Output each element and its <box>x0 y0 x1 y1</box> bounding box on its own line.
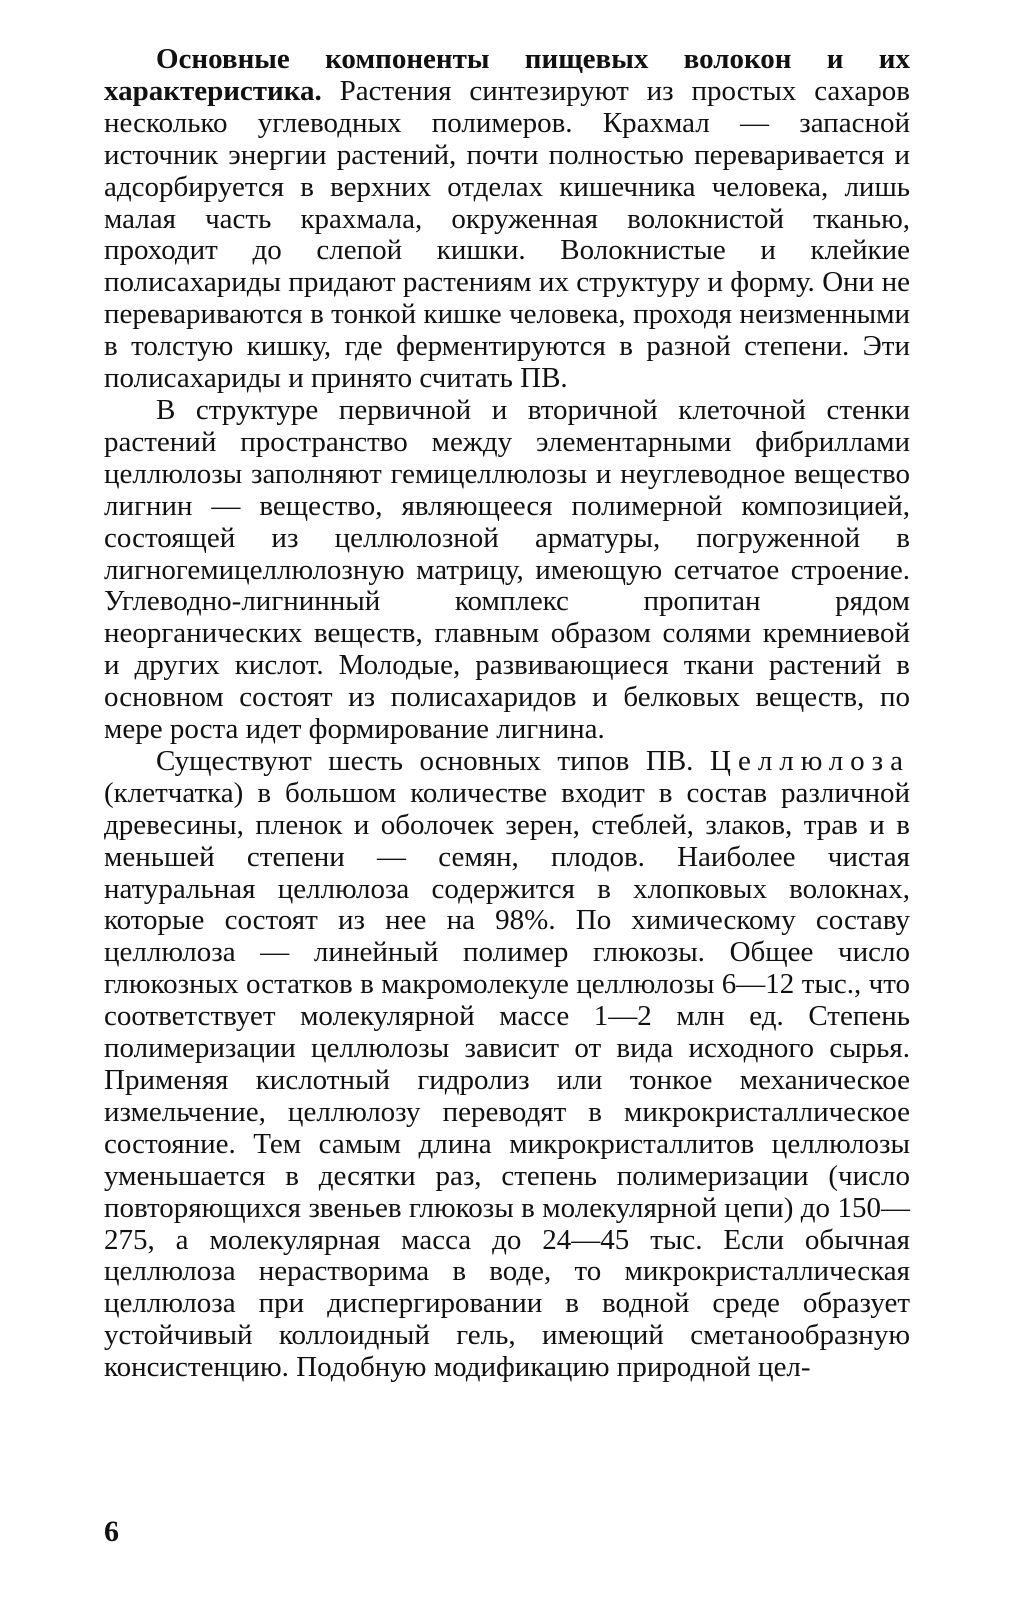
paragraph-text: Растения синтезируют из простых сахаров несколько углеводных полимеров. Крахмал — запасной источник энергии растений, почти полностью переваривается и адсорбируется в верхних отделах кишечника человека, лишь малая часть крахмала, окруженная волокнистой тканью, проходит до слепой кишки. Волокнистые и клейкие полисахариды придают растениям их структуру и форму. Они не перевариваются в тонкой кишке человека, проходя неизменными в толстую кишку, где ферментируются в разной степени. Эти полисахариды и принято считать ПВ. <box>104 74 910 395</box>
term-cellulose: Целлюлоза <box>710 744 910 777</box>
paragraph-text-after: (клетчатка) в большом количестве входит в состав различной древесины, пленок и оболочек зерен, стеблей, злаков, трав и в меньшей степени — семян, плодов. Наиболее чистая натуральная целлюлоза содержится в хлопковых волокнах, которые состоят из нее на 98%. По химическому составу целлюлоза — линейный полимер глюкозы. Общее число глюкозных остатков в макромолекуле целлюлозы 6—12 тыс., что соответствует молекулярной массе 1—2 млн ед. Степень полимеризации целлюлозы зависит от вида исходного сырья. Применяя кислотный гидролиз или тонкое механическое измельчение, целлюлозу переводят в микрокристаллическое состояние. Тем самым длина микрокристаллитов целлюлозы уменьшается в десятки раз, степень полимеризации (число повторяющихся звеньев глюкозы в молекулярной цепи) до 150—275, а молекулярная масса до 24—45 тыс. Если обычная целлюлоза нерастворима в воде, то микрокристаллическая целлюлоза при диспергировании в водной среде образует устойчивый коллоидный гель, имеющий сметанообразную консистенцию. Подобную модификацию природной цел- <box>104 776 910 1384</box>
page-number: 6 <box>104 1515 119 1548</box>
paragraph-text-before: Существуют шесть основных типов ПВ. <box>156 744 710 777</box>
paragraph-text: В структуре первичной и вторичной клеточной стенки растений пространство между элементарными фибриллами целлюлозы заполняют гемицеллюлозы и неуглеводное вещество лигнин — вещество, являющееся полимерной композицией, состоящей из целлюлозной арматуры, погруженной в лигногемицеллюлозную матрицу, имеющую сетчатое строение. Углеводно-лигнинный комплекс пропитан рядом неорганических веществ, главным образом солями кремниевой и других кислот. Молодые, развивающиеся ткани растений в основном состоят из полисахаридов и белковых веществ, по мере роста идет формирование лигнина. <box>104 393 910 746</box>
paragraph-fiber-components <box>104 44 910 395</box>
paragraph-cellulose <box>104 746 910 1384</box>
paragraph-cell-wall-structure <box>104 395 910 746</box>
page-body <box>104 44 910 1384</box>
paragraph-lead-in: Основные компоненты пищевых волокон и их характеристика. <box>104 43 910 107</box>
